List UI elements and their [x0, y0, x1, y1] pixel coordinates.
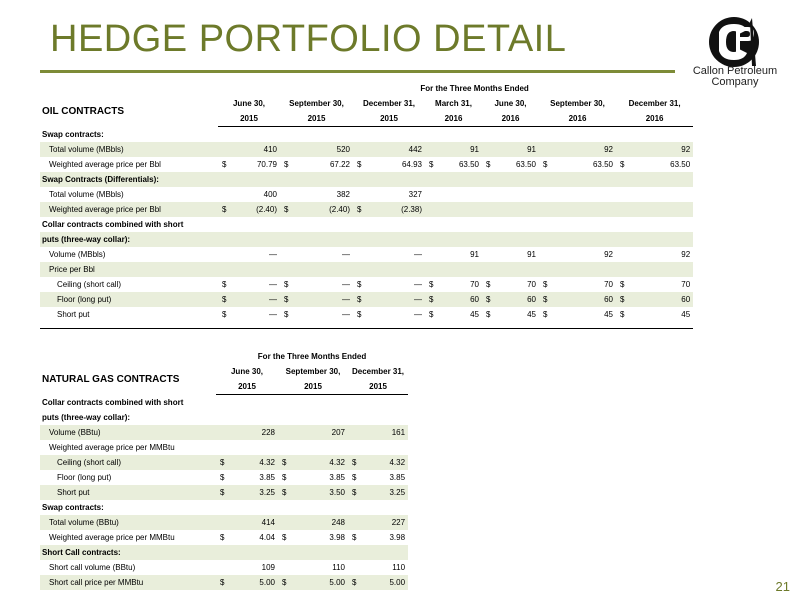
gas-col-header: December 31,: [352, 367, 405, 376]
gas-col-year: 2015: [216, 379, 278, 395]
table-cell-value: 45: [604, 310, 613, 319]
table-cell-value: 3.25: [358, 485, 408, 500]
table-cell-value: 410: [228, 142, 280, 157]
table-cell-value: (2.40): [228, 202, 280, 217]
row-label: Short put: [40, 485, 216, 500]
oil-col-header: September 30,: [550, 99, 605, 108]
currency-symbol: $: [218, 202, 228, 217]
table-cell-value: —: [228, 292, 280, 307]
currency-symbol: $: [220, 533, 225, 542]
table-cell-value: 382: [336, 190, 350, 199]
table-cell-value: —: [363, 292, 425, 307]
currency-symbol: $: [486, 160, 491, 169]
table-cell-value: 207: [288, 425, 348, 440]
table-cell-value: 91: [435, 142, 482, 157]
gas-swap-label: Swap contracts:: [42, 503, 104, 512]
table-cell-value: —: [414, 310, 422, 319]
table-cell-value: —: [414, 280, 422, 289]
currency-symbol: $: [539, 292, 549, 307]
currency-symbol: $: [222, 160, 227, 169]
currency-symbol: $: [620, 280, 625, 289]
currency-symbol: $: [282, 473, 287, 482]
currency-symbol: $: [482, 292, 492, 307]
currency-symbol: $: [278, 575, 288, 590]
table-cell-value: 5.00: [358, 575, 408, 590]
oil-diff-label: Swap Contracts (Differentials):: [40, 172, 218, 187]
table-cell-value: 64.93: [401, 160, 422, 169]
gas-collar-label-2: puts (three-way collar):: [42, 413, 131, 422]
table-cell-value: 92: [626, 142, 693, 157]
table-cell-value: 3.50: [288, 485, 348, 500]
table-row: [40, 515, 408, 530]
table-row: [40, 307, 693, 322]
table-cell-value: 91: [492, 142, 539, 157]
table-row: [40, 455, 408, 470]
currency-symbol: $: [357, 160, 362, 169]
currency-symbol: $: [353, 202, 363, 217]
table-row: [40, 157, 693, 172]
table-cell-value: 63.50: [458, 160, 479, 169]
table-cell-value: 70.79: [256, 160, 277, 169]
table-cell-value: 45: [527, 310, 536, 319]
currency-symbol: $: [543, 160, 548, 169]
table-cell-value: 91: [470, 250, 479, 259]
table-cell-value: 45: [681, 310, 691, 319]
oil-col-year: 2015: [218, 111, 280, 127]
currency-symbol: $: [620, 160, 625, 169]
table-row: [40, 277, 693, 292]
oil-collar-label: Collar contracts combined with short: [42, 220, 184, 229]
table-row: [40, 247, 693, 262]
currency-symbol: $: [278, 485, 288, 500]
table-cell-value: 5.00: [226, 575, 278, 590]
page-title: HEDGE PORTFOLIO DETAIL: [50, 18, 567, 60]
row-label: Volume (MBbls): [49, 250, 106, 259]
currency-symbol: $: [543, 310, 548, 319]
currency-symbol: $: [280, 202, 290, 217]
currency-symbol: $: [616, 292, 626, 307]
currency-symbol: $: [348, 485, 358, 500]
row-label: Total volume (MBbls): [40, 142, 218, 157]
currency-symbol: $: [429, 160, 434, 169]
table-cell-value: 45: [470, 310, 479, 319]
oil-collar-label-2: puts (three-way collar):: [40, 232, 218, 247]
currency-symbol: $: [216, 485, 226, 500]
table-cell-value: 92: [681, 250, 691, 259]
table-cell-value: —: [414, 250, 422, 259]
currency-symbol: $: [352, 473, 357, 482]
table-row: [40, 485, 408, 500]
table-cell-value: 63.50: [592, 160, 613, 169]
table-cell-value: (2.38): [363, 202, 425, 217]
currency-symbol: $: [352, 533, 357, 542]
currency-symbol: $: [348, 575, 358, 590]
oil-col-year: 2015: [353, 111, 425, 127]
gas-col-year: 2015: [348, 379, 408, 395]
currency-symbol: $: [425, 292, 435, 307]
table-cell-value: 4.32: [358, 455, 408, 470]
table-row: [40, 470, 408, 485]
gas-collar-label: Collar contracts combined with short: [42, 397, 184, 407]
table-row: [40, 575, 408, 590]
table-cell-value: 3.85: [329, 473, 345, 482]
row-label: Short call price per MMBtu: [40, 575, 216, 590]
table-cell-value: 63.50: [515, 160, 536, 169]
table-cell-value: 91: [527, 250, 536, 259]
table-row: [40, 292, 693, 307]
currency-symbol: $: [222, 280, 227, 289]
currency-symbol: $: [218, 292, 228, 307]
table-cell-value: 110: [392, 563, 406, 572]
table-row: [40, 560, 408, 575]
gas-col-year: 2015: [278, 379, 348, 395]
table-cell-value: 70: [470, 280, 479, 289]
table-cell-value: —: [269, 250, 277, 259]
table-row: [40, 202, 693, 217]
gas-contracts-table: [40, 349, 408, 590]
table-cell-value: 520: [290, 142, 353, 157]
table-cell-value: 60: [626, 292, 693, 307]
row-label: Volume (BBtu): [40, 425, 216, 440]
table-cell-value: 70: [527, 280, 536, 289]
oil-price-per-bbl-label: Price per Bbl: [40, 262, 218, 277]
table-cell-value: 60: [549, 292, 616, 307]
currency-symbol: $: [486, 280, 491, 289]
currency-symbol: $: [216, 455, 226, 470]
table-cell-value: 70: [681, 280, 691, 289]
oil-col-year: 2016: [616, 111, 693, 127]
table-cell-value: 248: [288, 515, 348, 530]
row-label: Short call volume (BBtu): [49, 563, 136, 572]
table-cell-value: 3.25: [226, 485, 278, 500]
table-cell-value: 400: [263, 190, 277, 199]
oil-contracts-table: [40, 81, 693, 329]
oil-col-header: December 31,: [362, 99, 416, 108]
oil-col-header: June 30,: [232, 99, 265, 108]
currency-symbol: $: [284, 310, 289, 319]
table-row: [40, 187, 693, 202]
table-cell-value: 4.32: [288, 455, 348, 470]
oil-col-year: 2016: [539, 111, 616, 127]
title-rule: [40, 70, 675, 73]
table-cell-value: 63.50: [670, 160, 691, 169]
currency-symbol: $: [284, 280, 289, 289]
logo-text: Callon Petroleum Company: [692, 65, 778, 88]
row-label: Total volume (BBtu): [40, 515, 216, 530]
currency-symbol: $: [282, 533, 287, 542]
table-cell-value: 3.98: [389, 533, 406, 542]
currency-symbol: $: [284, 160, 289, 169]
gas-section-title: NATURAL GAS CONTRACTS: [42, 373, 180, 385]
currency-symbol: $: [220, 473, 225, 482]
currency-symbol: $: [278, 455, 288, 470]
currency-symbol: $: [620, 310, 625, 319]
oil-col-year: 2015: [280, 111, 353, 127]
oil-period-header: For the Three Months Ended: [420, 84, 529, 93]
row-label: Total volume (MBbls): [49, 190, 124, 199]
row-label: Floor (long put): [57, 473, 112, 482]
oil-section-title: OIL CONTRACTS: [42, 105, 125, 117]
currency-symbol: $: [486, 310, 491, 319]
table-cell-value: —: [342, 310, 350, 319]
oil-swap-label: Swap contracts:: [42, 129, 104, 139]
table-cell-value: 60: [492, 292, 539, 307]
row-label: Floor (long put): [40, 292, 218, 307]
gas-col-header: June 30,: [230, 367, 263, 376]
table-cell-value: 4.32: [226, 455, 278, 470]
oil-col-year: 2016: [425, 111, 482, 127]
table-row: [40, 142, 693, 157]
table-cell-value: 92: [604, 250, 613, 259]
page-number: 21: [775, 579, 790, 594]
table-cell-value: 109: [261, 563, 275, 572]
table-cell-value: —: [342, 250, 350, 259]
table-cell-value: 70: [604, 280, 613, 289]
table-cell-value: —: [342, 280, 350, 289]
row-label: Weighted average price per MMBtu: [49, 533, 175, 542]
table-cell-value: (2.40): [290, 202, 353, 217]
gas-short-call-label: Short Call contracts:: [40, 545, 216, 560]
row-label: Ceiling (short call): [57, 280, 122, 289]
table-cell-value: 67.22: [329, 160, 350, 169]
oil-col-header: March 31,: [435, 99, 472, 108]
table-cell-value: 60: [435, 292, 482, 307]
row-label: Weighted average price per Bbl: [40, 202, 218, 217]
table-cell-value: 3.98: [329, 533, 345, 542]
row-label: Short put: [57, 310, 90, 319]
row-label: Ceiling (short call): [40, 455, 216, 470]
table-cell-value: 227: [358, 515, 408, 530]
table-cell-value: 327: [408, 190, 422, 199]
table-cell-value: 161: [358, 425, 408, 440]
currency-symbol: $: [353, 292, 363, 307]
currency-symbol: $: [357, 280, 362, 289]
table-cell-value: 228: [226, 425, 278, 440]
table-cell-value: 5.00: [288, 575, 348, 590]
oil-col-header: December 31,: [628, 99, 681, 108]
table-cell-value: 3.85: [389, 473, 406, 482]
table-cell-value: 442: [363, 142, 425, 157]
currency-symbol: $: [280, 292, 290, 307]
table-cell-value: 3.85: [259, 473, 275, 482]
currency-symbol: $: [429, 310, 434, 319]
oil-col-header: September 30,: [289, 99, 344, 108]
currency-symbol: $: [216, 575, 226, 590]
row-label: Weighted average price per Bbl: [49, 160, 161, 169]
table-cell-value: 110: [332, 563, 345, 572]
table-cell-value: 92: [549, 142, 616, 157]
gas-wap-label: Weighted average price per MMBtu: [49, 443, 175, 452]
currency-symbol: $: [543, 280, 548, 289]
table-cell-value: —: [290, 292, 353, 307]
table-cell-value: —: [269, 280, 277, 289]
currency-symbol: $: [222, 310, 227, 319]
table-cell-value: 414: [226, 515, 278, 530]
table-row: [40, 425, 408, 440]
currency-symbol: $: [357, 310, 362, 319]
currency-symbol: $: [348, 455, 358, 470]
table-cell-value: 4.04: [259, 533, 275, 542]
oil-col-year: 2016: [482, 111, 539, 127]
gas-col-header: September 30,: [285, 367, 341, 376]
table-cell-value: —: [269, 310, 277, 319]
currency-symbol: $: [429, 280, 434, 289]
oil-col-header: June 30,: [494, 99, 527, 108]
gas-period-header: For the Three Months Ended: [257, 352, 367, 361]
table-row: [40, 530, 408, 545]
